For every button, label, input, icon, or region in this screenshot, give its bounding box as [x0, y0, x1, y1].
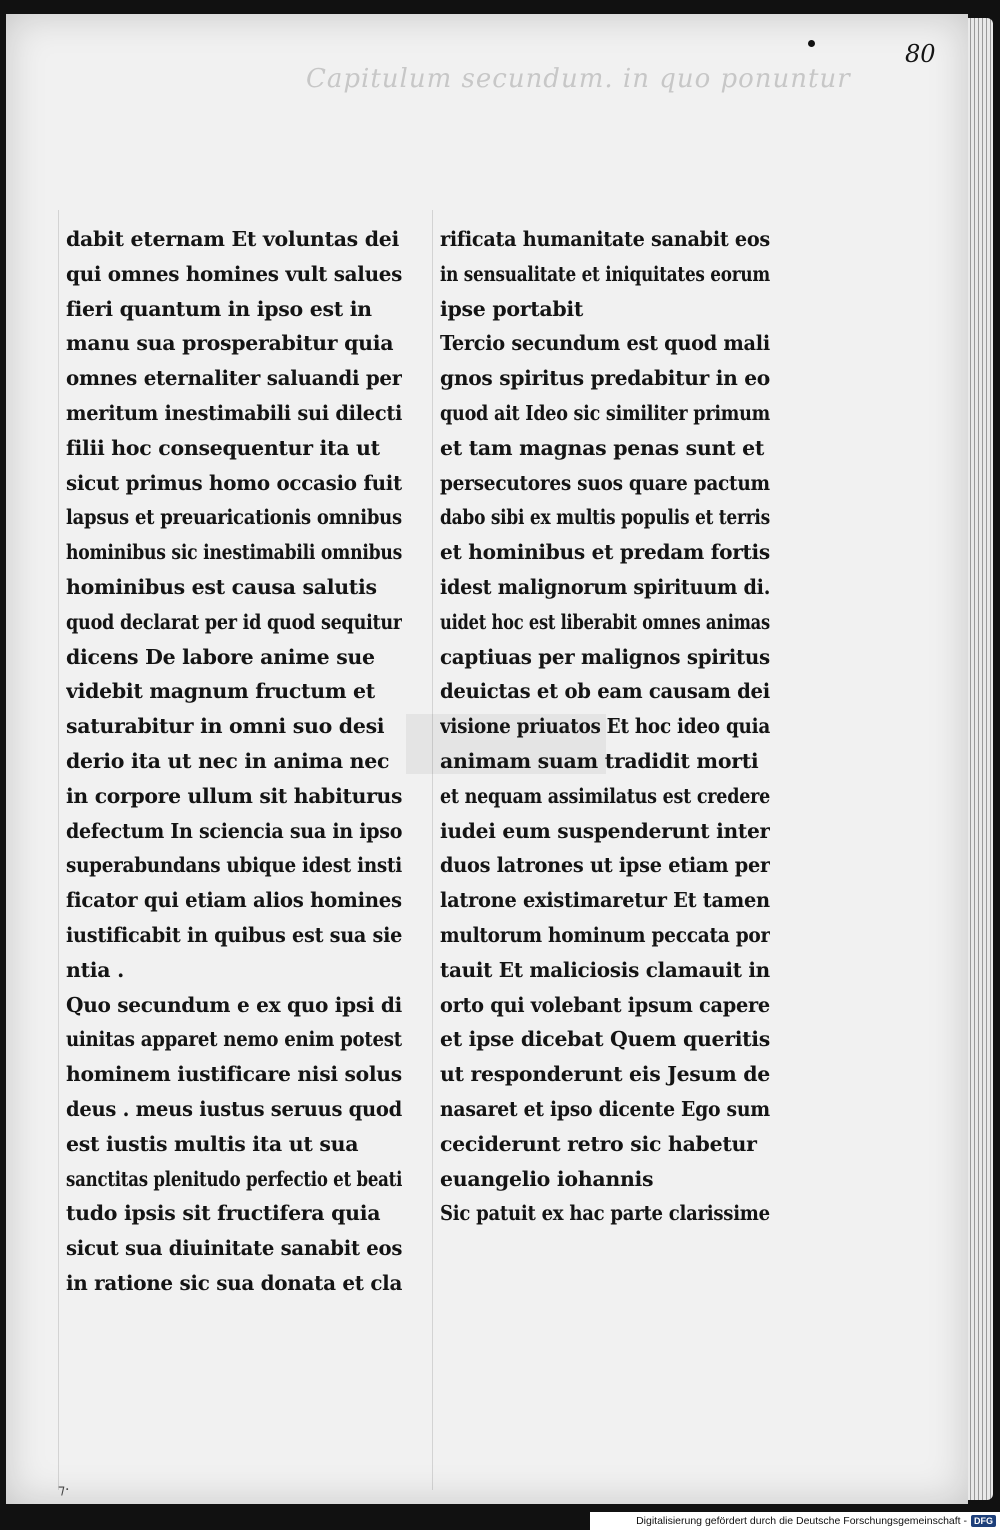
manuscript-line: meritum inestimabili sui dilecti — [66, 400, 402, 425]
manuscript-line: iudei eum suspenderunt inter — [440, 818, 770, 843]
manuscript-line: ceciderunt retro sic habetur — [440, 1131, 757, 1156]
manuscript-line: iustificabit in quibus est sua sie — [66, 922, 402, 947]
manuscript-line: et ipse dicebat Quem queritis — [440, 1027, 770, 1052]
manuscript-line: dabit eternam Et voluntas dei — [66, 227, 400, 251]
ruling-line — [58, 210, 59, 1490]
manuscript-line: ntia . — [66, 957, 124, 982]
manuscript-line: euangelio iohannis — [440, 1166, 654, 1191]
manuscript-line: et nequam assimilatus est credere — [440, 783, 770, 808]
manuscript-line: in ratione sic sua donata et cla — [66, 1270, 402, 1295]
manuscript-line: tauit Et maliciosis clamauit in — [440, 957, 770, 982]
dfg-logo-icon: DFG — [971, 1515, 996, 1527]
manuscript-line: animam suam tradidit morti — [440, 748, 759, 773]
manuscript-line: latrone existimaretur Et tamen — [440, 888, 770, 913]
manuscript-line: gnos spiritus predabitur in eo — [440, 366, 770, 391]
ruling-line — [432, 210, 433, 1490]
manuscript-line: hominibus sic inestimabili omnibus — [66, 540, 402, 565]
manuscript-line: ut responderunt eis Jesum de — [440, 1062, 770, 1087]
manuscript-line: Tercio secundum est quod mali — [440, 331, 770, 356]
corner-mark: ⁊· — [58, 1482, 70, 1498]
manuscript-line: saturabitur in omni suo desi — [66, 714, 385, 739]
manuscript-line: dicens De labore anime sue — [66, 644, 375, 669]
footer-credit-text: Digitalisierung gefördert durch die Deutsche Forschungsgemeinschaft - — [636, 1515, 967, 1527]
manuscript-line: sicut primus homo occasio fuit — [66, 470, 402, 495]
manuscript-line: hominem iustificare nisi solus — [66, 1062, 402, 1087]
folio-number: 80 — [905, 40, 936, 68]
manuscript-line: visione priuatos Et hoc ideo quia — [440, 714, 770, 739]
manuscript-line: idest malignorum spirituum di. — [440, 574, 770, 599]
manuscript-line: qui omnes homines vult salues — [66, 261, 402, 286]
manuscript-line: dabo sibi ex multis populis et terris — [440, 505, 770, 530]
manuscript-line: Sic patuit ex hac parte clarissime — [440, 1201, 770, 1226]
manuscript-line: videbit magnum fructum et — [66, 679, 375, 704]
manuscript-line: nasaret et ipso dicente Ego sum — [440, 1096, 770, 1121]
manuscript-line: tudo ipsis sit fructifera quia — [66, 1201, 381, 1226]
manuscript-line: fieri quantum in ipso est in — [66, 296, 372, 321]
manuscript-line: defectum In sciencia sua in ipso — [66, 818, 402, 843]
manuscript-line: captiuas per malignos spiritus — [440, 644, 770, 669]
manuscript-line: multorum hominum peccata por — [440, 922, 770, 947]
manuscript-line: quod ait Ideo sic similiter primum — [440, 400, 770, 425]
manuscript-line: persecutores suos quare pactum — [440, 470, 770, 495]
manuscript-line: uidet hoc est liberabit omnes animas — [440, 609, 770, 634]
manuscript-line: et hominibus et predam fortis — [440, 540, 770, 565]
manuscript-line: deuictas et ob eam causam dei — [440, 679, 770, 704]
manuscript-line: deus . meus iustus seruus quod — [66, 1096, 402, 1121]
manuscript-line: filii hoc consequentur ita ut — [66, 435, 380, 460]
text-column-right — [440, 222, 770, 1231]
manuscript-line: Quo secundum e ex quo ipsi di — [66, 992, 402, 1017]
manuscript-line: hominibus est causa salutis — [66, 574, 377, 599]
manuscript-line: lapsus et preuaricationis omnibus — [66, 505, 402, 530]
manuscript-line: orto qui volebant ipsum capere — [440, 992, 770, 1017]
manuscript-line: uinitas apparet nemo enim potest — [66, 1027, 402, 1052]
manuscript-line: duos latrones ut ipse etiam per — [440, 853, 770, 878]
ink-dot-mark — [808, 40, 815, 47]
manuscript-line: manu sua prosperabitur quia — [66, 331, 394, 356]
manuscript-line: derio ita ut nec in anima nec — [66, 748, 390, 773]
manuscript-line: sanctitas plenitudo perfectio et beati — [66, 1166, 402, 1191]
manuscript-line: superabundans ubique idest insti — [66, 853, 402, 878]
manuscript-line: ficator qui etiam alios homines — [66, 888, 402, 913]
manuscript-line: et tam magnas penas sunt et — [440, 435, 765, 460]
manuscript-line: est iustis multis ita ut sua — [66, 1131, 359, 1156]
manuscript-line: in sensualitate et iniquitates eorum — [440, 261, 770, 286]
text-column-left — [66, 222, 402, 1301]
manuscript-line: rificata humanitate sanabit eos — [440, 227, 770, 251]
manuscript-line: omnes eternaliter saluandi per — [66, 366, 402, 391]
manuscript-line: quod declarat per id quod sequitur — [66, 609, 402, 634]
manuscript-line: in corpore ullum sit habiturus — [66, 783, 402, 808]
manuscript-line: ipse portabit — [440, 296, 584, 321]
bleed-through-text: Capitulum secundum. in quo ponuntur — [306, 64, 851, 94]
manuscript-line: sicut sua diuinitate sanabit eos — [66, 1236, 402, 1261]
digitization-footer — [590, 1512, 1000, 1530]
